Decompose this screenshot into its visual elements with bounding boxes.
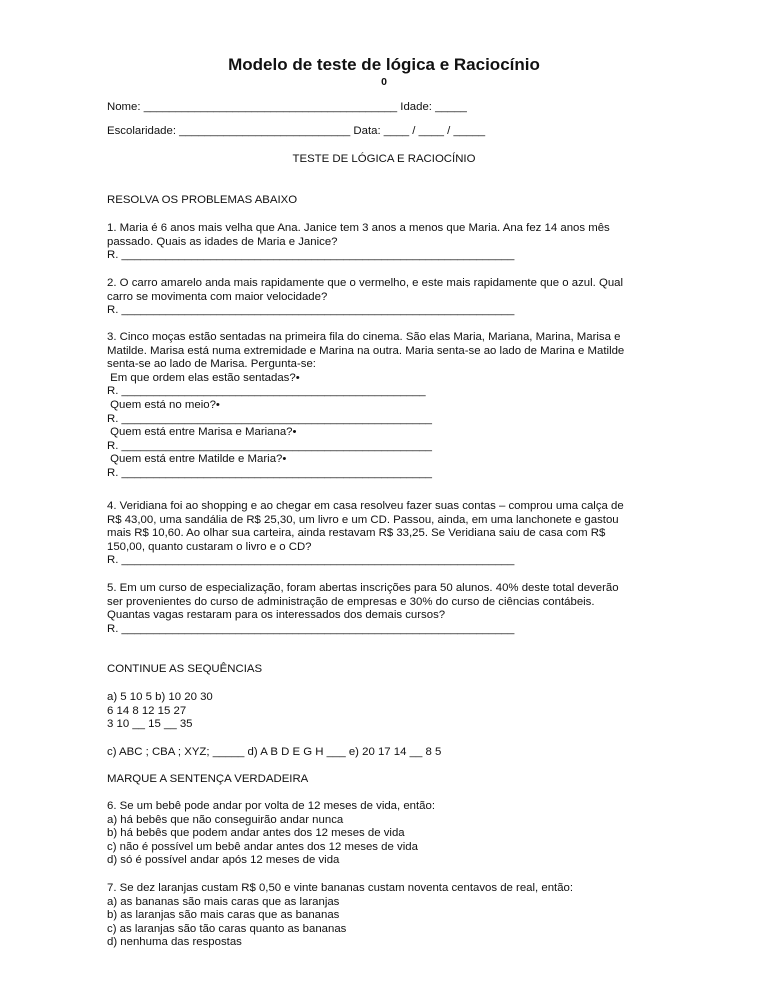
question-2: [107, 277, 662, 318]
question-line: 5. Em um curso de especialização, foram abertas inscrições para 50 alunos. 40% deste total deverão: [107, 582, 619, 594]
option-line: d) só é possível andar após 12 meses de vida: [107, 854, 340, 867]
option-line: d) nenhuma das respostas: [107, 936, 242, 949]
question-line: 7. Se dez laranjas custam R$ 0,50 e vinte bananas custam noventa centavos de real, então:: [107, 882, 574, 894]
subtitle-number: 0: [381, 76, 387, 88]
question-line: Matilde. Marisa está numa extremidade e Marina na outra. Maria senta-se ao lado de Marina e Matilde: [107, 344, 625, 357]
sequence-line: a) 5 10 5 b) 10 20 30: [107, 691, 213, 703]
answer-line: R. _________________________________________________: [107, 412, 432, 425]
section-heading-true-sentence: MARQUE A SENTENÇA VERDADEIRA: [107, 773, 309, 785]
question-1: [107, 222, 662, 263]
answer-line: R. _________________________________________________: [107, 466, 432, 479]
sequence-line: 3 10 __ 15 __ 35: [107, 718, 193, 731]
question-line: 6. Se um bebê pode andar por volta de 12 meses de vida, então:: [107, 800, 436, 812]
question-line: carro se movimenta com maior velocidade?: [107, 290, 328, 303]
section-heading-sequences: CONTINUE AS SEQUÊNCIAS: [107, 663, 263, 675]
question-line: 3. Cinco moças estão sentadas na primeira fila do cinema. São elas Maria, Mariana, Marina, Marisa e: [107, 331, 621, 343]
question-5: [107, 582, 662, 636]
answer-line: R. _________________________________________________: [107, 439, 432, 452]
section-heading-problems: RESOLVA OS PROBLEMAS ABAIXO: [107, 194, 298, 206]
option-line: c) as laranjas são tão caras quanto as bananas: [107, 922, 347, 935]
question-line: mais R$ 10,60. Ao olhar sua carteira, ainda restavam R$ 33,25. Se Veridiana saiu de casa com R$: [107, 527, 606, 540]
question-line: 4. Veridiana foi ao shopping e ao chegar em casa resolveu fazer suas contas – comprou uma calça de: [107, 500, 624, 512]
sequences-block: [107, 691, 662, 732]
question-line: 150,00, quanto custaram o livro e o CD?: [107, 540, 312, 553]
question-7: [107, 882, 662, 950]
sub-question: Quem está entre Marisa e Mariana?•: [107, 426, 297, 439]
question-line: R$ 43,00, uma sandália de R$ 25,30, um livro e um CD. Passou, ainda, em uma lanchonete e gastou: [107, 513, 619, 526]
option-line: a) há bebês que não conseguirão andar nunca: [107, 813, 344, 826]
answer-line: R. ______________________________________________________________: [107, 622, 515, 635]
nome-idade-line: Nome: ________________________________________ Idade: _____: [107, 101, 467, 113]
sequences-line-2: c) ABC ; CBA ; XYZ; _____ d) A B D E G H ___ e) 20 17 14 __ 8 5: [107, 746, 442, 758]
answer-line: R. ______________________________________________________________: [107, 554, 515, 567]
sub-question: Quem está no meio?•: [107, 398, 220, 411]
option-line: b) há bebês que podem andar antes dos 12 meses de vida: [107, 827, 405, 840]
page-title: Modelo de teste de lógica e Raciocínio: [228, 55, 540, 74]
question-6: [107, 800, 662, 868]
question-line: ser provenientes do curso de administração de empresas e 30% do curso de ciências contábeis.: [107, 595, 595, 608]
answer-line: R. ______________________________________________________________: [107, 304, 515, 317]
option-line: b) as laranjas são mais caras que as bananas: [107, 909, 340, 922]
test-heading: TESTE DE LÓGICA E RACIOCÍNIO: [292, 153, 476, 165]
question-line: 2. O carro amarelo anda mais rapidamente que o vermelho, e este mais rapidamente que o azul. Qual: [107, 277, 624, 289]
question-3: [107, 331, 662, 481]
answer-line: R. ______________________________________________________________: [107, 249, 515, 262]
sequence-line: 6 14 8 12 15 27: [107, 704, 187, 717]
sub-question: Em que ordem elas estão sentadas?•: [107, 371, 300, 384]
question-line: 1. Maria é 6 anos mais velha que Ana. Janice tem 3 anos a menos que Maria. Ana fez 14 anos mês: [107, 222, 610, 234]
answer-line: R. ________________________________________________: [107, 385, 426, 398]
question-line: Quantas vagas restaram para os interessados dos demais cursos?: [107, 609, 446, 622]
question-line: senta-se ao lado de Marisa. Pergunta-se:: [107, 358, 316, 371]
question-line: passado. Quais as idades de Maria e Janice?: [107, 235, 338, 248]
option-line: a) as bananas são mais caras que as laranjas: [107, 895, 340, 908]
sub-question: Quem está entre Matilde e Maria?•: [107, 453, 287, 466]
option-line: c) não é possível um bebê andar antes dos 12 meses de vida: [107, 840, 418, 853]
escolaridade-data-line: Escolaridade: ___________________________ Data: ____ / ____ / _____: [107, 125, 486, 137]
question-4: [107, 500, 662, 568]
